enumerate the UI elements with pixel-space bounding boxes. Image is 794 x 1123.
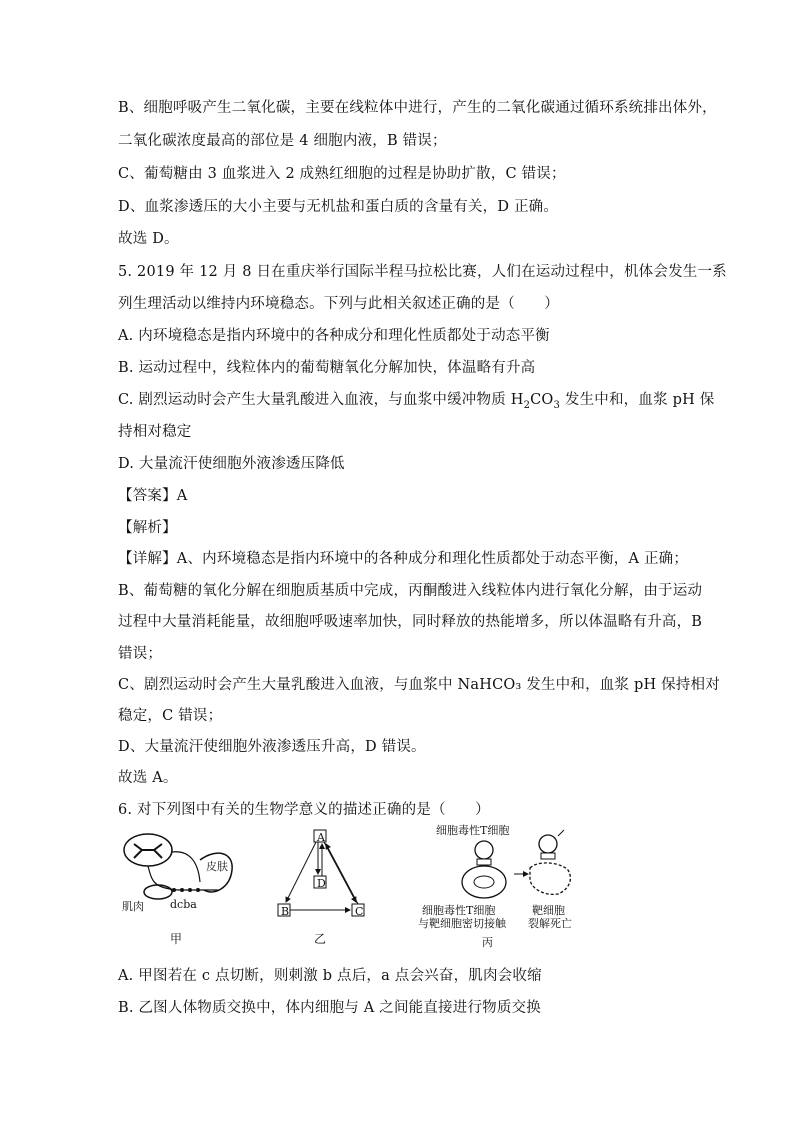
label-target-1: 靶细胞	[532, 904, 565, 917]
text-line: D、血浆渗透压的大小主要与无机盐和蛋白质的含量有关，D 正确。	[118, 199, 559, 215]
option-c	[118, 390, 714, 416]
text-line: 二氧化碳浓度最高的部位是 4 细胞内液，B 错误；	[118, 133, 447, 149]
detail-line: 【详解】A、内环境稳态是指内环境中的各种成分和理化性质都处于动态平衡，A 正确；	[118, 551, 689, 567]
figure-jia	[118, 830, 248, 955]
caption-yi: 乙	[314, 932, 327, 946]
label-target-2: 裂解死亡	[528, 917, 572, 930]
analysis-label: 【解析】	[118, 520, 177, 536]
reflex-arc-diagram	[118, 830, 248, 930]
label-contact-1: 细胞毒性T细胞	[422, 904, 496, 917]
option-b: B. 运动过程中，线粒体内的葡萄糖氧化分解加快，体温略有升高	[118, 360, 536, 376]
node-a: A	[317, 831, 325, 844]
label-points: dcba	[170, 898, 197, 911]
caption-bing: 丙	[482, 936, 493, 949]
node-c: C	[355, 905, 364, 918]
q6-option-b: B. 乙图人体物质交换中，体内细胞与 A 之间能直接进行物质交换	[118, 1000, 541, 1016]
option-c-text: 发生中和，血浆 pH 保	[560, 392, 715, 408]
answer-label: 【答案】A	[118, 488, 188, 504]
detail-line: 错误；	[118, 646, 163, 662]
question-5-stem: 列生理活动以维持内环境稳态。下列与此相关叙述正确的是（ ）	[118, 296, 559, 312]
q6-option-a: A. 甲图若在 c 点切断，则刺激 b 点后，a 点会兴奋，肌肉会收缩	[118, 968, 542, 984]
figure-yi	[270, 826, 380, 956]
question-5-stem: 5. 2019 年 12 月 8 日在重庆举行国际半程马拉松比赛，人们在运动过程中，机体会发生一系	[118, 264, 727, 280]
label-muscle: 肌肉	[122, 900, 144, 913]
node-d: D	[317, 877, 326, 890]
subscript: 2	[523, 399, 531, 411]
detail-line: 稳定，C 错误；	[118, 708, 223, 724]
text-line: C、葡萄糖由 3 血浆进入 2 成熟红细胞的过程是协助扩散，C 错误；	[118, 166, 566, 182]
detail-line: D、大量流汗使细胞外液渗透压升高，D 错误。	[118, 739, 426, 755]
label-contact-2: 与靶细胞密切接触	[418, 917, 506, 930]
label-skin: 皮肤	[206, 860, 228, 873]
subscript: 3	[553, 399, 561, 411]
text-line: B、细胞呼吸产生二氧化碳，主要在线粒体中进行，产生的二氧化碳通过循环系统排出体外，	[118, 100, 717, 116]
figure-bing	[418, 822, 588, 952]
option-c-cont: 持相对稳定	[118, 424, 192, 440]
detail-line: B、葡萄糖的氧化分解在细胞质基质中完成，丙酮酸进入线粒体内进行氧化分解，由于运动	[118, 583, 703, 599]
node-b: B	[281, 905, 290, 918]
option-c-text: CO	[530, 392, 554, 408]
option-d: D. 大量流汗使细胞外液渗透压降低	[118, 456, 345, 472]
detail-line: C、剧烈运动时会产生大量乳酸进入血液，与血浆中 NaHCO₃ 发生中和，血浆 pH 保持相对	[118, 677, 720, 693]
question-6-stem: 6. 对下列图中有关的生物学意义的描述正确的是（ ）	[118, 802, 490, 818]
option-c-text: C. 剧烈运动时会产生大量乳酸进入血液，与血浆中缓冲物质 H	[118, 392, 524, 408]
label-cytotoxic-t: 细胞毒性T细胞	[436, 824, 510, 837]
caption-jia: 甲	[170, 932, 183, 946]
option-a: A. 内环境稳态是指内环境中的各种成分和理化性质都处于动态平衡	[118, 328, 550, 344]
detail-line: 过程中大量消耗能量，故细胞呼吸速率加快，同时释放的热能增多，所以体温略有升高，B	[118, 614, 703, 630]
detail-line: 故选 A。	[118, 770, 178, 786]
text-line: 故选 D。	[118, 231, 179, 247]
